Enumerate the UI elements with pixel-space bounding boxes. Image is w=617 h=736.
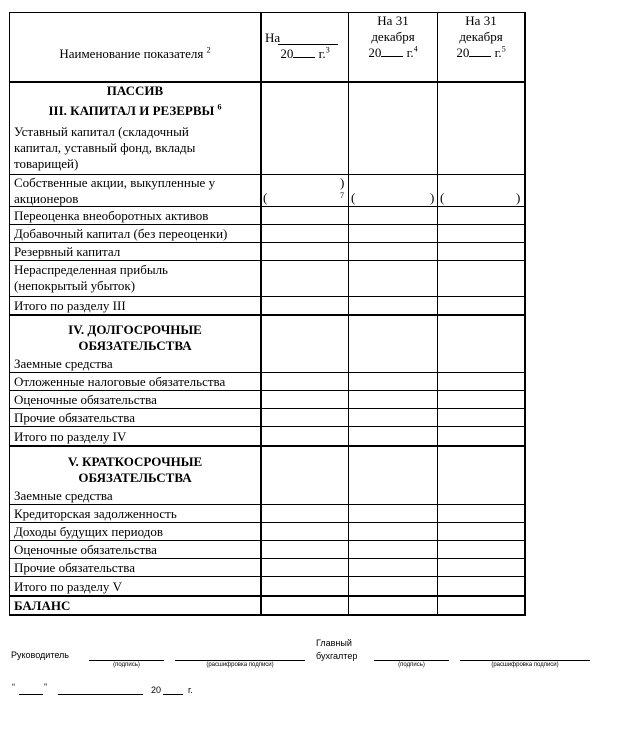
row-label-payables: Кредиторская задолженность [14,506,177,521]
date-day-line[interactable] [19,694,43,695]
row-line [9,558,525,559]
row-line [9,576,525,577]
row-label-reserve-capital: Резервный капитал [14,244,121,259]
row-line [9,390,525,391]
row-line [9,372,525,373]
header-col3-year-prefix: 20 [456,45,470,60]
header-col1-year [262,46,348,62]
col3-paren-close: ) [516,190,521,205]
header-col3-line2: декабря [459,29,503,44]
col3-paren-open: ( [440,190,445,205]
row-label-additional-capital: Добавочный капитал (без переоценки) [14,226,228,241]
row-label-line: товарищей) [14,156,79,171]
chief-accountant-label [316,637,357,663]
section5-title [10,454,260,486]
row-line [9,224,525,225]
row-line [9,296,525,297]
row-line [9,260,525,261]
head-signature-caption: (подпись) [113,662,140,668]
table-bottom-border [9,614,526,616]
header-col3-line1: На 31 [465,13,497,28]
date-year-line[interactable] [163,694,183,695]
date-month-line[interactable] [58,694,143,695]
chief-signature-caption: (подпись) [398,662,425,668]
row-label-retained-earnings [14,262,168,294]
section4-title-line1: IV. ДОЛГОСРОЧНЫЕ [68,322,202,337]
row-line [9,426,525,427]
row-label-lt-estimated: Оценочные обязательства [14,392,157,407]
row-label-line: Нераспределенная прибыль [14,262,168,277]
date-quote-open: “ [12,682,15,692]
header-col2-line2: декабря [371,29,415,44]
row-label-lt-borrowed: Заемные средства [14,356,113,371]
header-col1-on: На [265,30,281,45]
col1-paren-open: ( [263,190,268,205]
header-col3-year [438,45,524,61]
header-col3 [438,13,524,61]
own-shares-footnote: 7 [340,191,344,200]
section-passive-title: ПАССИВ [106,83,164,98]
header-col2-line1: На 31 [377,13,409,28]
row-label-revaluation: Переоценка внеоборотных активов [14,208,209,223]
chief-signature-line[interactable] [374,660,449,661]
row-label-line: акционеров [14,191,79,206]
head-decode-line[interactable] [175,660,305,661]
chief-accountant-line1: Главный [316,638,352,648]
row-label-line: Уставный капитал (складочный [14,124,189,139]
section5-title-line1: V. КРАТКОСРОЧНЫЕ [67,454,203,469]
row-label-st-borrowed: Заемные средства [14,488,113,503]
row-label-deferred-tax: Отложенные налоговые обязательства [14,374,226,389]
row-line [9,408,525,409]
header-col3-footnote: 5 [501,44,506,54]
header-col2-year-prefix: 20 [368,45,382,60]
row-label-lt-other: Прочие обязательства [14,410,135,425]
row-line-bold [9,314,526,316]
header-col2-year [349,45,437,61]
date-quote-close: ” [44,682,47,692]
head-label: Руководитель [11,650,69,660]
header-col2-g: г. [406,45,414,60]
header-col1-year-prefix: 20 [280,46,294,61]
header-name-label: Наименование показателя [59,46,204,61]
section3-title [10,103,260,119]
row-label-own-shares [14,175,215,207]
section3-title-text: III. КАПИТАЛ И РЕЗЕРВЫ [48,103,215,118]
section4-title-line2: ОБЯЗАТЕЛЬСТВА [78,338,192,353]
header-col1-g: г. [318,46,326,61]
col2-paren-open: ( [351,190,356,205]
row-line [9,242,525,243]
row-line [9,540,525,541]
chief-accountant-line2: бухгалтер [316,651,358,661]
section5-title-line2: ОБЯЗАТЕЛЬСТВА [78,470,192,485]
header-col2 [349,13,437,61]
header-col1-footnote: 3 [325,45,330,55]
row-line-bold [9,445,526,447]
date-year-prefix: 20 [151,685,162,695]
row-label-st-other: Прочие обязательства [14,560,135,575]
row-label-line: капитал, уставный фонд, вклады [14,140,196,155]
row-label-total-section3: Итого по разделу III [14,298,126,313]
row-label-authorized-capital [14,124,195,172]
head-signature-line[interactable] [89,660,164,661]
header-name-footnote: 2 [206,45,211,55]
date-year-suffix: г. [188,685,193,695]
section4-title [10,322,260,354]
row-label-st-estimated: Оценочные обязательства [14,542,157,557]
row-line [9,522,525,523]
row-line-bold [9,595,526,597]
chief-decode-line[interactable] [460,660,590,661]
head-decode-caption: (расшифровка подписи) [206,662,274,668]
col1-paren-close: ) [340,175,345,190]
header-col3-g: г. [494,45,502,60]
row-label-deferred-income: Доходы будущих периодов [14,524,163,539]
section3-footnote: 6 [217,102,222,112]
row-label-line: Собственные акции, выкупленные у [14,175,216,190]
chief-decode-caption: (расшифровка подписи) [491,662,559,668]
header-col2-footnote: 4 [413,44,418,54]
row-line [9,504,525,505]
row-label-line: (непокрытый убыток) [14,278,136,293]
row-label-balance: БАЛАНС [14,598,71,613]
col2-paren-close: ) [430,190,435,205]
row-label-total-section4: Итого по разделу IV [14,429,127,444]
header-name-column [10,46,260,62]
row-label-total-section5: Итого по разделу V [14,579,123,594]
